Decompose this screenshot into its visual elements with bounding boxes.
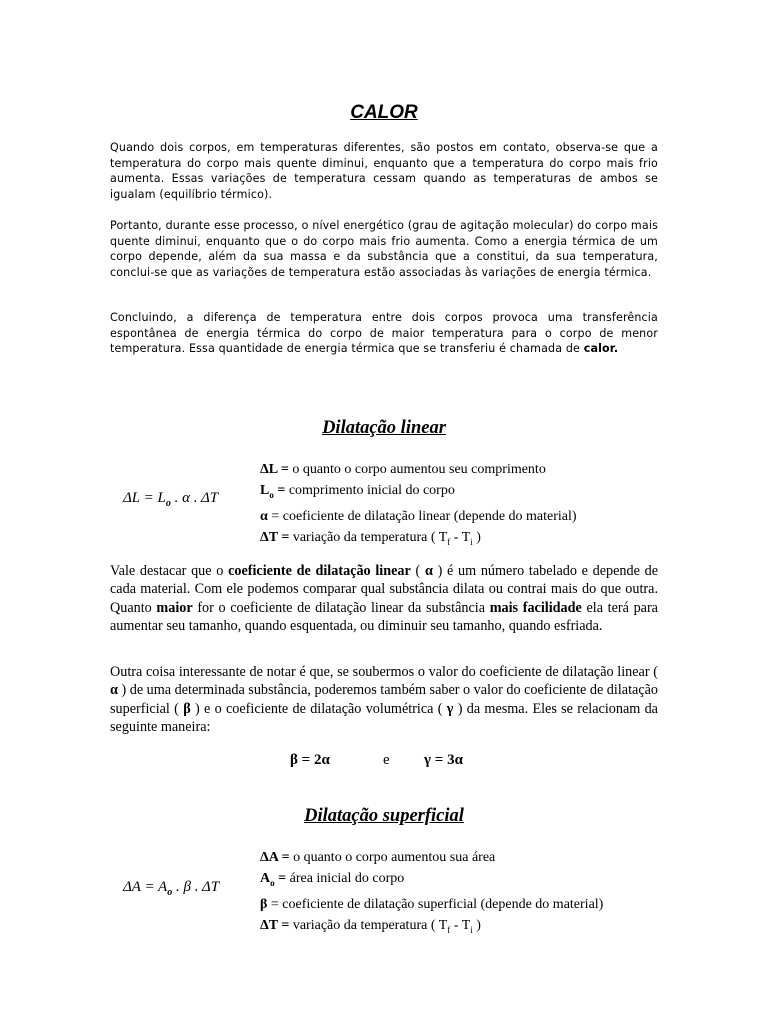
- def-delta-t-text: variação da temperatura ( T: [289, 529, 448, 545]
- linear-formula-left: ΔL = L: [123, 490, 166, 506]
- para1-alpha: α: [424, 563, 433, 579]
- def-delta-t-2-sub-f: f: [447, 924, 451, 935]
- def-delta-a-symbol: ΔA =: [260, 850, 290, 865]
- superficial-formula: [123, 879, 219, 898]
- para2-text-a: Outra coisa interessante de notar é que, se soubermos o valor do coeficiente de dilatação linear (: [110, 664, 658, 680]
- def-delta-l: [260, 459, 577, 480]
- para2-gamma: γ: [446, 700, 454, 717]
- para1-text-c: (: [410, 563, 425, 579]
- para1-text-h: ela terá para aumentar seu tamanho, quando esquentada, ou diminuir seu tamanho, quando esfriada.: [110, 599, 658, 635]
- para2-alpha: α: [110, 682, 118, 699]
- def-beta-symbol: β: [260, 896, 268, 912]
- def-delta-l-text: o quanto o corpo aumentou seu comprimento: [288, 462, 546, 477]
- def-delta-t-2-end: ): [472, 917, 481, 933]
- def-a0-eq: =: [274, 871, 287, 886]
- calor-keyword: calor.: [583, 342, 619, 356]
- para2-beta: β: [183, 700, 191, 717]
- def-l0: [260, 480, 577, 506]
- relation-conjunction: e: [383, 752, 390, 768]
- def-delta-t-end: ): [472, 529, 481, 545]
- def-delta-l-symbol: ΔL =: [260, 462, 289, 477]
- def-delta-t: [260, 527, 577, 553]
- para1-text-f: for o coeficiente de dilatação linear da substância: [192, 599, 490, 616]
- linear-formula-right: . α . ΔT: [170, 490, 219, 506]
- def-l0-symbol: L: [260, 483, 270, 498]
- def-delta-t-2-symbol: ΔT =: [260, 917, 290, 933]
- relation-gamma: [424, 752, 463, 769]
- def-beta: [260, 894, 603, 915]
- def-delta-t-sub-f: f: [447, 536, 451, 547]
- superficial-formula-left: ΔA = A: [123, 879, 168, 895]
- def-delta-t-mid: - T: [450, 529, 471, 545]
- para1-bold-coefficient: coeficiente de dilatação linear: [228, 563, 411, 579]
- def-alpha-text: = coeficiente de dilatação linear (depende do material): [267, 508, 577, 524]
- def-l0-text: comprimento inicial do corpo: [285, 483, 455, 498]
- para1-bold-maior: maior: [156, 599, 193, 616]
- para2-text-d: ) da mesma. Eles se relacionam da seguinte maneira:: [110, 700, 658, 736]
- def-delta-t-2-sub-i: i: [470, 924, 473, 935]
- intro-paragraph-3-text: Concluindo, a diferença de temperatura entre dois corpos provoca uma transferência espontânea de energia térmica do corpo de maior temperatura para o corpo de menor temperatura. Essa quantidade de energia térmica que se transferiu é chamada de: [110, 311, 658, 356]
- def-alpha-symbol: α: [260, 508, 268, 524]
- page-title: CALOR: [350, 102, 418, 123]
- section-title-linear: Dilatação linear: [322, 418, 446, 438]
- def-a0-sub: o: [270, 877, 275, 888]
- def-delta-a-text: o quanto o corpo aumentou sua área: [289, 850, 496, 865]
- paragraph-coefficient: [110, 562, 658, 636]
- def-delta-t-symbol: ΔT =: [260, 529, 290, 545]
- def-delta-t-2-mid: - T: [450, 917, 471, 933]
- def-delta-t-sub-i: i: [470, 536, 473, 547]
- linear-formula-sub: o: [165, 498, 171, 509]
- relation-beta: [290, 752, 330, 769]
- section-title-superficial: Dilatação superficial: [304, 806, 464, 826]
- def-alpha: [260, 506, 577, 527]
- linear-definitions: [260, 459, 577, 553]
- paragraph-relations: [110, 663, 658, 737]
- def-a0-text: área inicial do corpo: [286, 871, 405, 886]
- para1-text-d: ) é um número tabelado e depende de cada material. Com ele podemos comparar qual substância dilata ou contrai mais do que outra. Quanto: [110, 563, 658, 616]
- superficial-definitions: [260, 847, 603, 941]
- relation-beta-text: β = 2α: [290, 752, 330, 768]
- def-l0-sub: o: [269, 489, 274, 500]
- intro-paragraph-3: [110, 310, 658, 357]
- def-l0-eq: =: [273, 483, 286, 498]
- linear-formula: [123, 490, 218, 509]
- intro-paragraph-1: Quando dois corpos, em temperaturas diferentes, são postos em contato, observa-se que a temperatura do corpo mais quente diminui, enquanto que a temperatura do corpo mais frio aumenta. Essas variações de temperatura cessam quando as temperaturas de ambos se igualam (equilíbrio térmico).: [110, 141, 658, 201]
- intro-paragraph-2: Portanto, durante esse processo, o nível energético (grau de agitação molecular) do corpo mais quente diminui, enquanto que o do corpo mais frio aumenta. Como a energia térmica de um corpo depende, além da sua massa e da substância que a constitui, da sua temperatura, conclui-se que as variações de temperatura estão associadas às variações de energia térmica.: [110, 219, 658, 279]
- para2-text-c: ) e o coeficiente de dilatação volumétrica (: [190, 700, 447, 717]
- def-delta-a: [260, 847, 603, 868]
- def-delta-t-2: [260, 915, 603, 941]
- superficial-formula-right: . β . ΔT: [172, 879, 220, 895]
- relation-gamma-text: γ = 3α: [424, 752, 463, 768]
- para1-bold-facilidade: mais facilidade: [489, 599, 582, 616]
- para1-text-a: Vale destacar que o: [110, 563, 229, 579]
- def-beta-text: = coeficiente de dilatação superficial (depende do material): [267, 896, 604, 912]
- def-delta-t-2-text: variação da temperatura ( T: [289, 917, 448, 933]
- para2-text-b: ) de uma determinada substância, poderemos também saber o valor do coeficiente de dilatação superficial (: [110, 682, 659, 717]
- def-a0-symbol: A: [260, 871, 271, 886]
- superficial-formula-sub: o: [167, 887, 173, 898]
- def-a0: [260, 868, 603, 894]
